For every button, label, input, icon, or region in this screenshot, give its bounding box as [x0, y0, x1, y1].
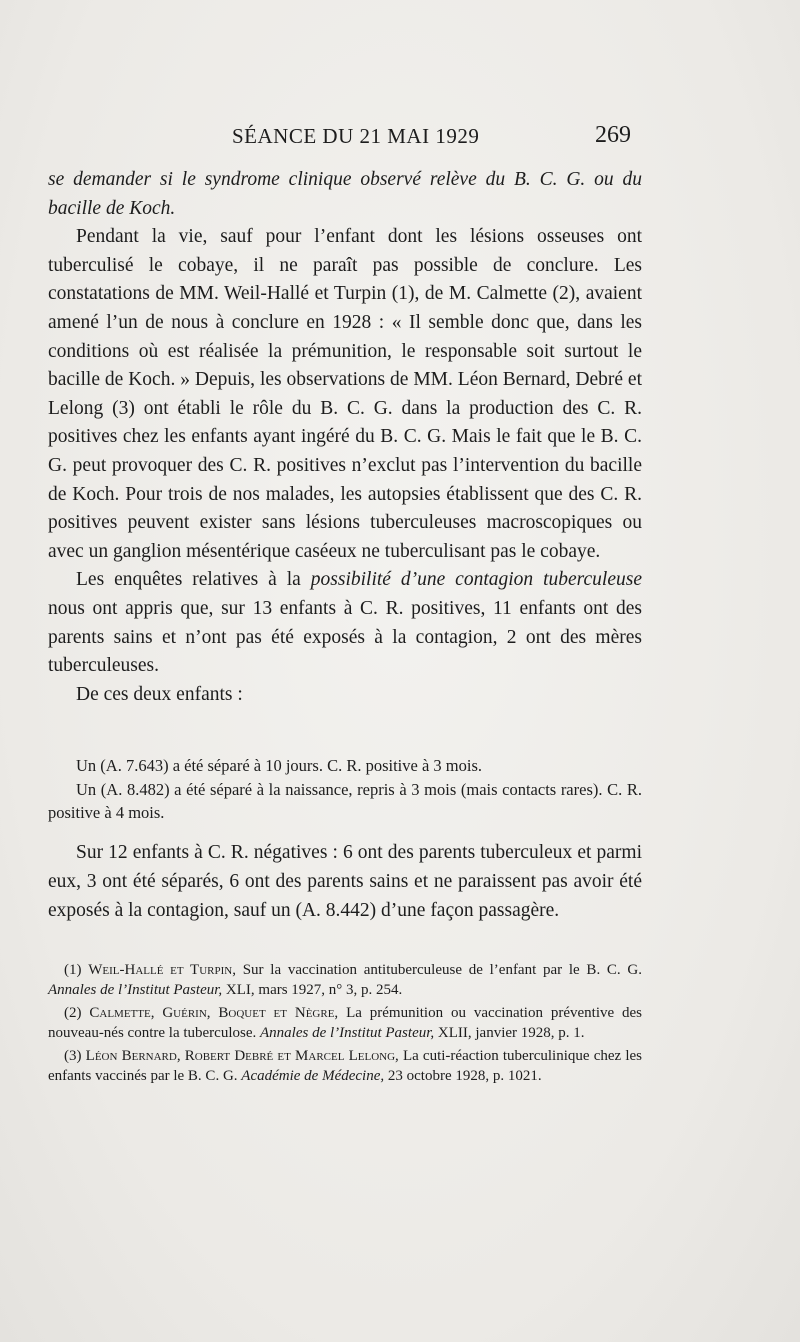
footnote-reference: XLI, mars 1927, n° 3, p. 254. [222, 982, 403, 999]
paragraph-3-end: nous ont appris que, sur 13 enfants à C. R. positives, 11 enfants ont des parents sains et n’ont pas été exposés à la contagion, 2 ont des mères tuberculeuses. [48, 597, 642, 677]
page-number: 269 [595, 122, 631, 148]
paragraph-3-start: Les enquêtes relatives à la [76, 569, 311, 591]
paragraph-4: De ces deux enfants : [76, 683, 243, 705]
footnote-title: La prémunition ou vaccination préventive des nouveau-nés contre la tuberculose. [48, 1004, 643, 1042]
page-header [0, 120, 800, 160]
main-text-continued [48, 838, 642, 925]
running-head: SÉANCE DU 21 MAI 1929 [232, 124, 480, 148]
paragraph-1: se demander si le syndrome clinique observé relève du B. C. G. ou du bacille de Koch. [48, 169, 642, 219]
footnote-journal: Annales de l’Institut Pasteur, [48, 982, 223, 999]
footnotes [48, 960, 642, 1088]
case-item: Un (A. 8.482) a été séparé à la naissance, repris à 3 mois (mais contacts rares). C. R. positive à 4 mois. [48, 779, 642, 823]
footnote-title: Sur la vaccination antituberculeuse de l’enfant par le B. C. G. [235, 962, 642, 978]
footnote-number: (3) [64, 1047, 82, 1064]
footnote-reference: 23 octobre 1928, p. 1021. [384, 1068, 542, 1085]
case-list [48, 754, 642, 825]
case-item: Un (A. 7.643) a été séparé à 10 jours. C. R. positive à 3 mois. [76, 756, 483, 775]
footnote-authors: Léon Bernard, Robert Debré et Marcel Lelong, [85, 1047, 399, 1064]
footnote-authors: Calmette, Guérin, Boquet et Nègre, [89, 1004, 339, 1021]
footnote-1 [48, 960, 642, 1001]
footnote-authors: Weil-Hallé et Turpin, [88, 962, 236, 978]
paragraph-3 [48, 566, 642, 680]
paragraph-3-italic: possibilité d’une contagion tuberculeuse [310, 569, 642, 591]
footnote-reference: XLII, janvier 1928, p. 1. [434, 1025, 585, 1042]
footnote-number: (1) [64, 962, 82, 978]
footnote-title: La cuti-réaction tuberculinique chez les enfants vaccinés par le B. C. G. [48, 1047, 642, 1085]
paragraph-2: Pendant la vie, sauf pour l’enfant dont les lésions osseuses ont tuberculisé le cobaye, il ne paraît pas possible de conclure. Les constatations de MM. Weil-Hallé et Turpin (1), de M. Calmette (2), avaient amené l’un de nous à conclure en 1928 : « Il semble donc que, dans les conditions où est réalisée la prémunition, le responsable soit surtout le bacille de Koch. » Depuis, les observations de MM. Léon Bernard, Debré et Lelong (3) ont établi le rôle du B. C. G. dans la production des C. R. positives chez les enfants ayant ingéré du B. C. G. Mais le fait que le B. C. G. peut provoquer des C. R. positives n’exclut pas l’intervention du bacille de Koch. Pour trois de nos malades, les autopsies établissent que des C. R. positives peuvent exister sans lésions tuberculeuses macroscopiques ou avec un ganglion mésentérique caséeux ne tuberculisant pas le cobaye. [48, 226, 642, 562]
main-text [48, 166, 642, 709]
paragraph-5: Sur 12 enfants à C. R. négatives : 6 ont des parents tuberculeux et parmi eux, 3 ont été séparés, 6 ont des parents sains et ne paraissent pas avoir été exposés à la contagion, sauf un (A. 8.442) d’une façon passagère. [48, 842, 642, 921]
footnote-journal: Académie de Médecine, [241, 1068, 385, 1085]
footnote-3 [48, 1046, 642, 1087]
footnote-2 [48, 1003, 642, 1044]
footnote-number: (2) [64, 1004, 82, 1021]
footnote-journal: Annales de l’Institut Pasteur, [260, 1025, 435, 1042]
